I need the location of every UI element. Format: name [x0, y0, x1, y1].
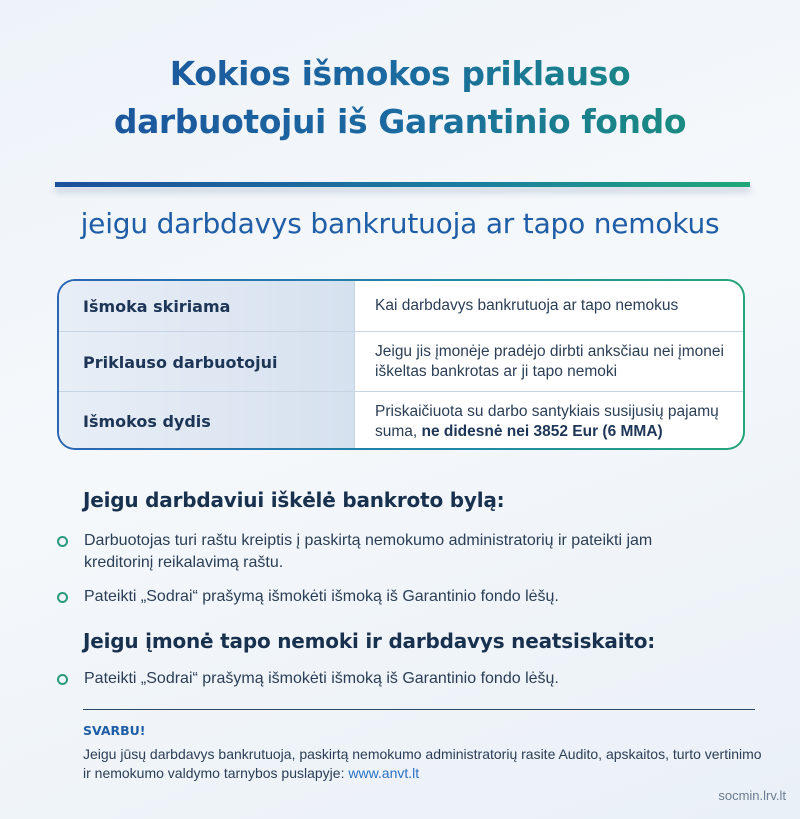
title-divider	[55, 182, 750, 187]
page-subtitle: jeigu darbdavys bankrutuoja ar tapo nemokus	[80, 207, 720, 240]
row-value	[375, 392, 737, 450]
table-row	[59, 281, 743, 331]
row-value-text: Kai darbdavys bankrutuoja ar tapo nemokus	[375, 297, 679, 314]
row-label: Priklauso darbuotojui	[59, 332, 355, 392]
section-divider	[83, 709, 755, 710]
row-value-bold: ne didesnė nei 3852 Eur (6 MMA)	[421, 422, 663, 440]
table-row	[59, 331, 743, 392]
important-note	[83, 745, 763, 783]
important-note-text: Jeigu jūsų darbdavys bankrutuoja, paskirtą nemokumo administratorių rasite Audito, apskaitos, turto vertinimo ir nemokumo valdymo tarnybos puslapyje:	[83, 746, 762, 781]
section-heading-bankruptcy: Jeigu darbdaviui iškėlė bankroto bylą:	[83, 488, 505, 512]
title-line-2: darbuotojui iš Garantinio fondo	[113, 102, 687, 141]
row-value-regular: Priskaičiuota su darbo santykiais susijusių pajamų suma,	[375, 402, 719, 440]
table-row	[59, 391, 743, 450]
anvt-link[interactable]: www.anvt.lt	[348, 765, 420, 781]
list-item: Pateikti „Sodrai“ prašymą išmokėti išmoką iš Garantinio fondo lėšų.	[84, 670, 559, 687]
circle-outline-icon	[57, 674, 68, 685]
footer-site: socmin.lrv.lt	[718, 788, 786, 803]
circle-outline-icon	[57, 536, 68, 547]
row-label: Išmokos dydis	[59, 392, 355, 450]
section-heading-insolvency: Jeigu įmonė tapo nemoki ir darbdavys neatsiskaito:	[83, 629, 656, 653]
important-label: SVARBU!	[83, 723, 146, 738]
list-item: Darbuotojas turi raštu kreiptis į paskirtą nemokumo administratorių ir pateikti jam kreditorinį reikalavimą raštu.	[84, 532, 653, 571]
page-title	[0, 50, 800, 146]
circle-outline-icon	[57, 592, 68, 603]
row-value-text	[375, 402, 737, 442]
row-value	[375, 281, 737, 331]
row-value-text: Jeigu jis įmonėje pradėjo dirbti anksčiau nei įmonei iškeltas bankrotas ar ji tapo nemoki	[375, 343, 724, 380]
info-table	[57, 279, 745, 450]
list-item: Pateikti „Sodrai“ prašymą išmokėti išmoką iš Garantinio fondo lėšų.	[84, 588, 559, 605]
row-value	[375, 332, 737, 392]
title-line-1: Kokios išmokos priklauso	[169, 54, 631, 93]
row-label: Išmoka skiriama	[59, 281, 355, 331]
